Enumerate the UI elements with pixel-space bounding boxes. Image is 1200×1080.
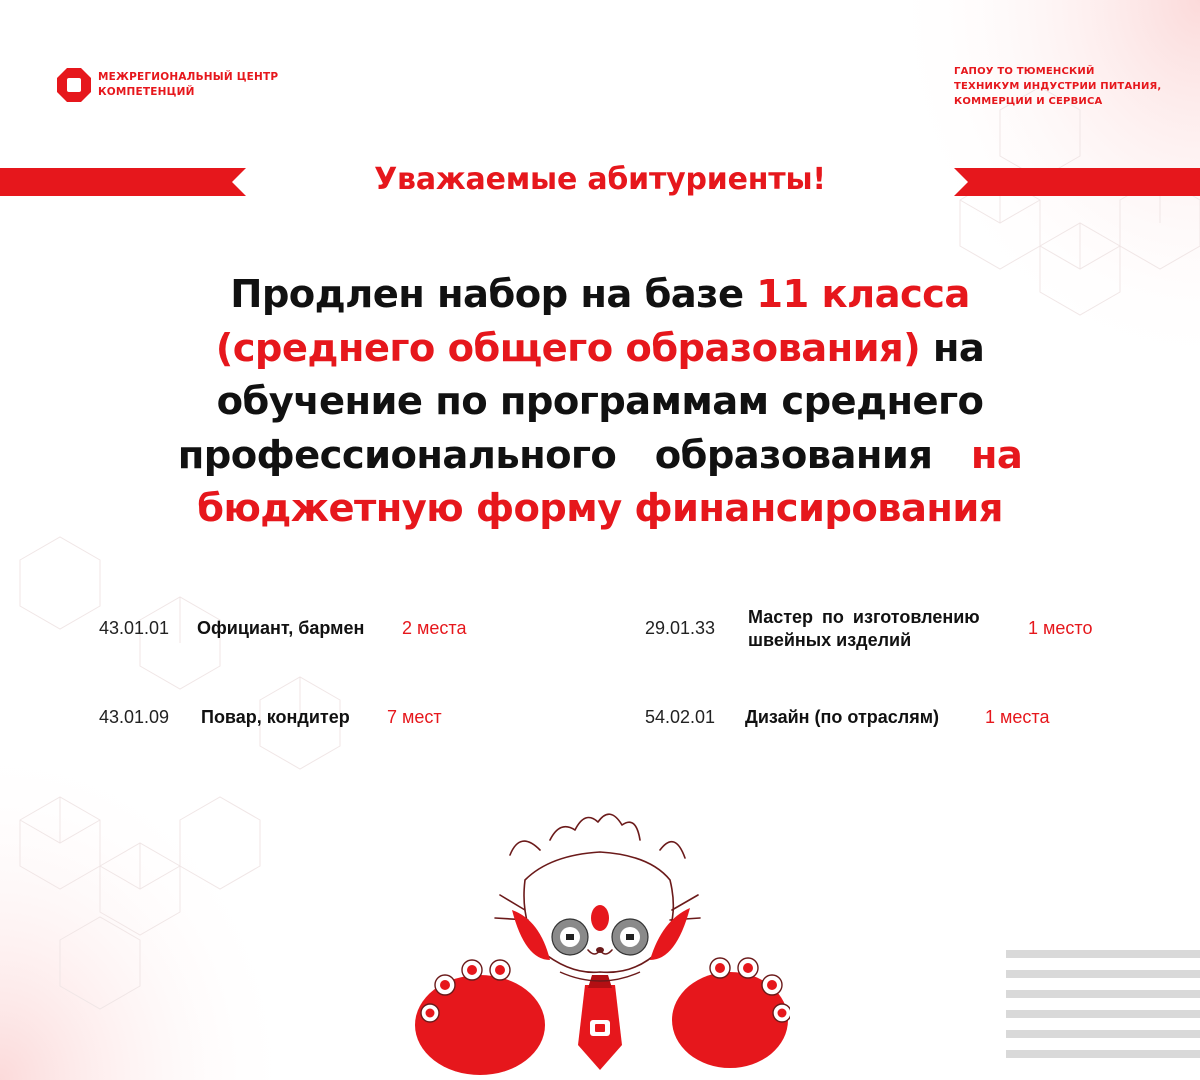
headline-line4-accent: на — [970, 432, 1023, 478]
program-seats: 7 мест — [387, 707, 442, 727]
mck-logo — [56, 67, 278, 103]
headline-line4 — [0, 429, 1200, 483]
org-line3: КОММЕРЦИИ И СЕРВИСА — [954, 96, 1103, 107]
logo-text — [98, 70, 278, 100]
headline-grade: 11 класса — [756, 272, 970, 317]
program-code: 54.02.01 — [645, 707, 716, 727]
logo-line2: КОМПЕТЕНЦИЙ — [98, 86, 195, 98]
program-code: 43.01.01 — [99, 618, 170, 638]
headline-line5: бюджетную форму финансирования — [197, 486, 1003, 531]
headline-education-level: (среднего общего образования) — [215, 325, 921, 371]
headline-line1 — [0, 268, 1200, 322]
program-name: Дизайн (по отраслям) — [745, 707, 940, 727]
headline-line1-text: Продлен набор на базе — [230, 272, 757, 317]
headline-line2 — [0, 322, 1200, 376]
program-code: 29.01.33 — [645, 618, 716, 638]
organization-name — [954, 64, 1161, 109]
program-name: Официант, бармен — [197, 618, 365, 638]
greeting-title: Уважаемые абитуриенты! — [374, 162, 826, 197]
stripe — [1006, 1050, 1200, 1058]
program-name: Повар, кондитер — [201, 707, 350, 727]
org-line1: ГАПОУ ТО ТЮМЕНСКИЙ — [954, 66, 1095, 77]
program-seats: 1 место — [1028, 618, 1093, 638]
stripe — [1006, 950, 1200, 958]
stripe — [1006, 990, 1200, 998]
org-line2: ТЕХНИКУМ ИНДУСТРИИ ПИТАНИЯ, — [954, 81, 1162, 92]
program-seats: 2 места — [402, 618, 467, 638]
headline — [0, 268, 1200, 536]
fox-mascot-icon — [400, 800, 790, 1080]
program-name — [748, 606, 980, 652]
stripe — [1006, 1010, 1200, 1018]
headline-line4-text: профессионального образования — [177, 432, 971, 478]
decorative-stripes — [1006, 950, 1200, 1070]
stripe — [1006, 1030, 1200, 1038]
logo-line1: МЕЖРЕГИОНАЛЬНЫЙ ЦЕНТР — [98, 71, 279, 83]
octagon-logo-icon — [56, 67, 92, 103]
headline-line2-text: на — [920, 325, 985, 371]
program-code: 43.01.09 — [99, 707, 170, 727]
headline-line3: обучение по программам среднего — [216, 379, 984, 424]
program-name-line2: швейных изделий — [748, 630, 912, 650]
stripe — [1006, 970, 1200, 978]
program-seats: 1 места — [985, 707, 1050, 727]
program-name-line1: Мастер по изготовлению — [748, 607, 980, 627]
